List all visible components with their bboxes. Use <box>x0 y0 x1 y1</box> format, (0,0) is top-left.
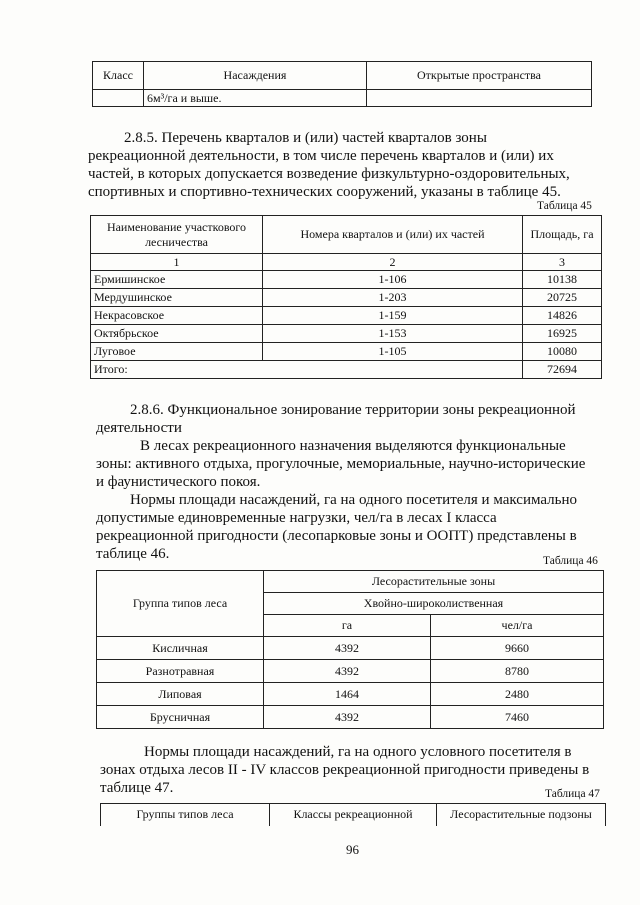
text-line: В лесах рекреационного назначения выделяются функциональные <box>140 438 566 454</box>
t45-quarters: 1-106 <box>263 271 523 289</box>
t45-header-forestry: Наименование участкового лесничества <box>91 216 263 254</box>
t45-forestry: Некрасовское <box>91 307 263 325</box>
table-row <box>97 683 604 706</box>
table-total-row <box>91 361 602 379</box>
header-open-spaces: Открытые пространства <box>367 62 592 90</box>
text-line: 2.8.5. Перечень кварталов и (или) частей кварталов зоны <box>124 130 487 146</box>
table-46 <box>96 570 604 729</box>
t45-area: 10138 <box>523 271 602 289</box>
t45-forestry: Ермишинское <box>91 271 263 289</box>
t45-forestry: Октябрьское <box>91 325 263 343</box>
t45-total-value: 72694 <box>523 361 602 379</box>
t45-forestry: Луговое <box>91 343 263 361</box>
table-47 <box>100 803 606 826</box>
t45-header-area: Площадь, га <box>523 216 602 254</box>
table-row <box>91 343 602 361</box>
t45-quarters: 1-203 <box>263 289 523 307</box>
table-row <box>91 271 602 289</box>
t46-people: 9660 <box>431 637 604 660</box>
text-line: Нормы площади насаждений, га на одного условного посетителя в <box>144 744 572 760</box>
t46-header-group: Группа типов леса <box>97 571 264 637</box>
t45-forestry: Мердушинское <box>91 289 263 307</box>
cell-empty <box>93 90 144 107</box>
heading-line: деятельности <box>96 420 182 436</box>
table-row <box>97 706 604 729</box>
t46-group: Разнотравная <box>97 660 264 683</box>
table-row <box>91 289 602 307</box>
text-line: таблице 46. <box>96 546 170 562</box>
table-row <box>97 660 604 683</box>
table-top <box>92 61 592 107</box>
t45-header-quarters: Номера кварталов и (или) их частей <box>263 216 523 254</box>
t46-group: Брусничная <box>97 706 264 729</box>
t46-people: 8780 <box>431 660 604 683</box>
table-row <box>91 307 602 325</box>
text-line: таблице 47. <box>100 780 174 796</box>
t46-people: 2480 <box>431 683 604 706</box>
heading-line: 2.8.6. Функциональное зонирование территории зоны рекреационной <box>130 402 576 418</box>
text-line: зоны: активного отдыха, прогулочные, мемориальные, научно-исторические <box>96 456 586 472</box>
text-line: частей, в которых допускается возведение физкультурно-оздоровительных, <box>88 166 570 182</box>
text-line: рекреационной деятельности, в том числе перечень кварталов и (или) их <box>88 148 554 164</box>
text-line: рекреационной пригодности (лесопарковые зоны и ООПТ) представлены в <box>96 528 577 544</box>
t47-header-classes: Классы рекреационной <box>270 804 437 826</box>
t46-ha: 4392 <box>264 706 431 729</box>
page-number: 96 <box>346 842 359 857</box>
t45-quarters: 1-105 <box>263 343 523 361</box>
t45-area: 14826 <box>523 307 602 325</box>
t45-quarters: 1-153 <box>263 325 523 343</box>
t46-people: 7460 <box>431 706 604 729</box>
table46-caption: Таблица 46 <box>543 555 598 567</box>
table47-caption: Таблица 47 <box>545 788 600 800</box>
t47-header-groups: Группы типов леса <box>101 804 270 826</box>
t46-ha: 4392 <box>264 637 431 660</box>
t46-group: Липовая <box>97 683 264 706</box>
t46-header-people: чел/га <box>431 615 604 637</box>
header-plantings: Насаждения <box>144 62 367 90</box>
table-row <box>91 325 602 343</box>
text-line: допустимые единовременные нагрузки, чел/га в лесах I класса <box>96 510 497 526</box>
t46-header-zones: Лесорастительные зоны <box>264 571 604 593</box>
t47-header-subzones: Лесорастительные подзоны <box>437 804 606 826</box>
section-table47-intro <box>100 743 600 797</box>
cell-empty <box>367 90 592 107</box>
t45-area: 16925 <box>523 325 602 343</box>
table-row <box>97 637 604 660</box>
t46-header-subzone: Хвойно-широколиственная <box>264 593 604 615</box>
text-line: зонах отдыха лесов II - IV классов рекреационной пригодности приведены в <box>100 762 590 778</box>
t46-ha: 1464 <box>264 683 431 706</box>
text-line: Нормы площади насаждений, га на одного посетителя и максимально <box>130 492 578 508</box>
t45-index: 2 <box>263 254 523 271</box>
text-line: и фаунистического покоя. <box>96 474 261 490</box>
t46-group: Кисличная <box>97 637 264 660</box>
section-2-8-5 <box>88 129 593 201</box>
section-2-8-6 <box>96 401 596 563</box>
header-class: Класс <box>93 62 144 90</box>
table45-caption: Таблица 45 <box>537 200 592 212</box>
t45-area: 10080 <box>523 343 602 361</box>
cell-plantings-value: 6м³/га и выше. <box>144 90 367 107</box>
t46-ha: 4392 <box>264 660 431 683</box>
t45-total-label: Итого: <box>91 361 523 379</box>
t45-index: 1 <box>91 254 263 271</box>
t45-area: 20725 <box>523 289 602 307</box>
table-45 <box>90 215 602 379</box>
t45-index: 3 <box>523 254 602 271</box>
t45-quarters: 1-159 <box>263 307 523 325</box>
text-line: спортивных и спортивно-технических сооружений, указаны в таблице 45. <box>88 184 561 200</box>
t46-header-ha: га <box>264 615 431 637</box>
